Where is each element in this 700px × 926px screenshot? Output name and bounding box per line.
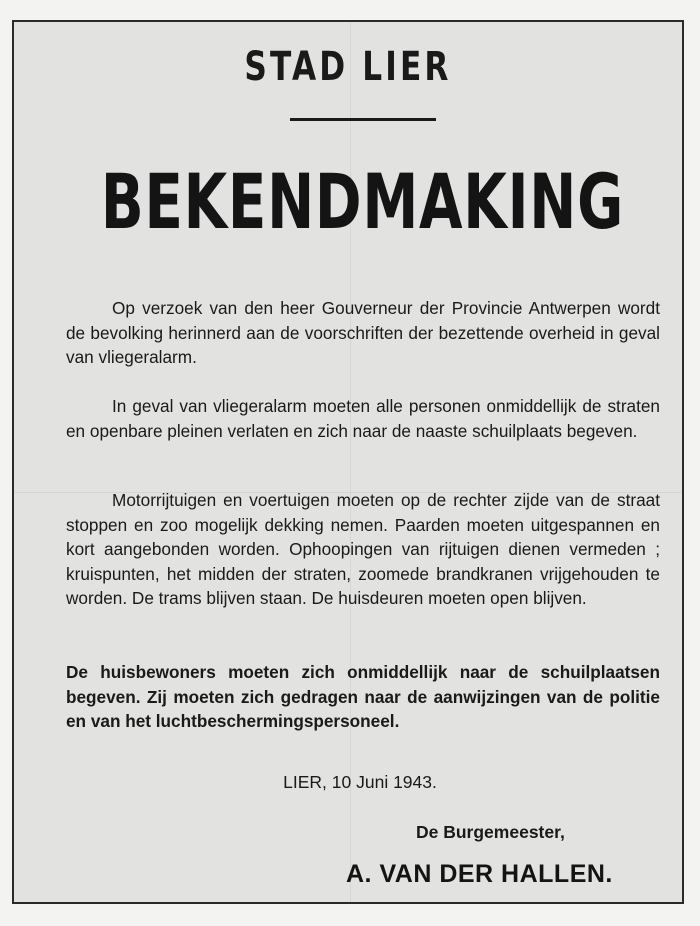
poster-title: BEKENDMAKING <box>100 157 624 246</box>
paragraph-governor-request: Op verzoek van den heer Gouverneur der Provincie Antwerpen wordt de bevolking herinnerd aan de voorschriften der bezettende overheid in geval van vliegeralarm. <box>66 298 660 367</box>
paragraph-vehicle-instructions: Motorrijtuigen en voertuigen moeten op de rechter zijde van de straat stoppen en zoo mogelijk dekking nemen. Paarden moeten uitgespannen en kort aangebonden worden. Ophoopingen van rijtuigen dienen vermeden ; kruispunten, het midden der straten, zoomede brandkranen vrijgehouden te worden. De trams blijven staan. De huisdeuren moeten open blijven. <box>66 490 660 608</box>
heading-divider <box>290 118 436 121</box>
date-line: LIER, 10 Juni 1943. <box>283 772 437 792</box>
announcement-poster <box>12 20 684 904</box>
paper-fold-vertical <box>350 22 351 902</box>
signature-name: A. VAN DER HALLEN. <box>346 860 613 888</box>
paragraph-air-raid-alarm: In geval van vliegeralarm moeten alle personen onmiddellijk de straten en openbare pleinen verlaten en zich naar de naaste schuilplaats begeven. <box>66 396 660 441</box>
city-heading: STAD LIER <box>244 44 452 90</box>
paragraph-residents-instructions: De huisbewoners moeten zich onmiddellijk naar de schuilplaatsen begeven. Zij moeten zich gedragen naar de aanwijzingen van de politie en van het luchtbeschermingspersoneel. <box>66 662 660 731</box>
signature-title: De Burgemeester, <box>416 822 565 842</box>
